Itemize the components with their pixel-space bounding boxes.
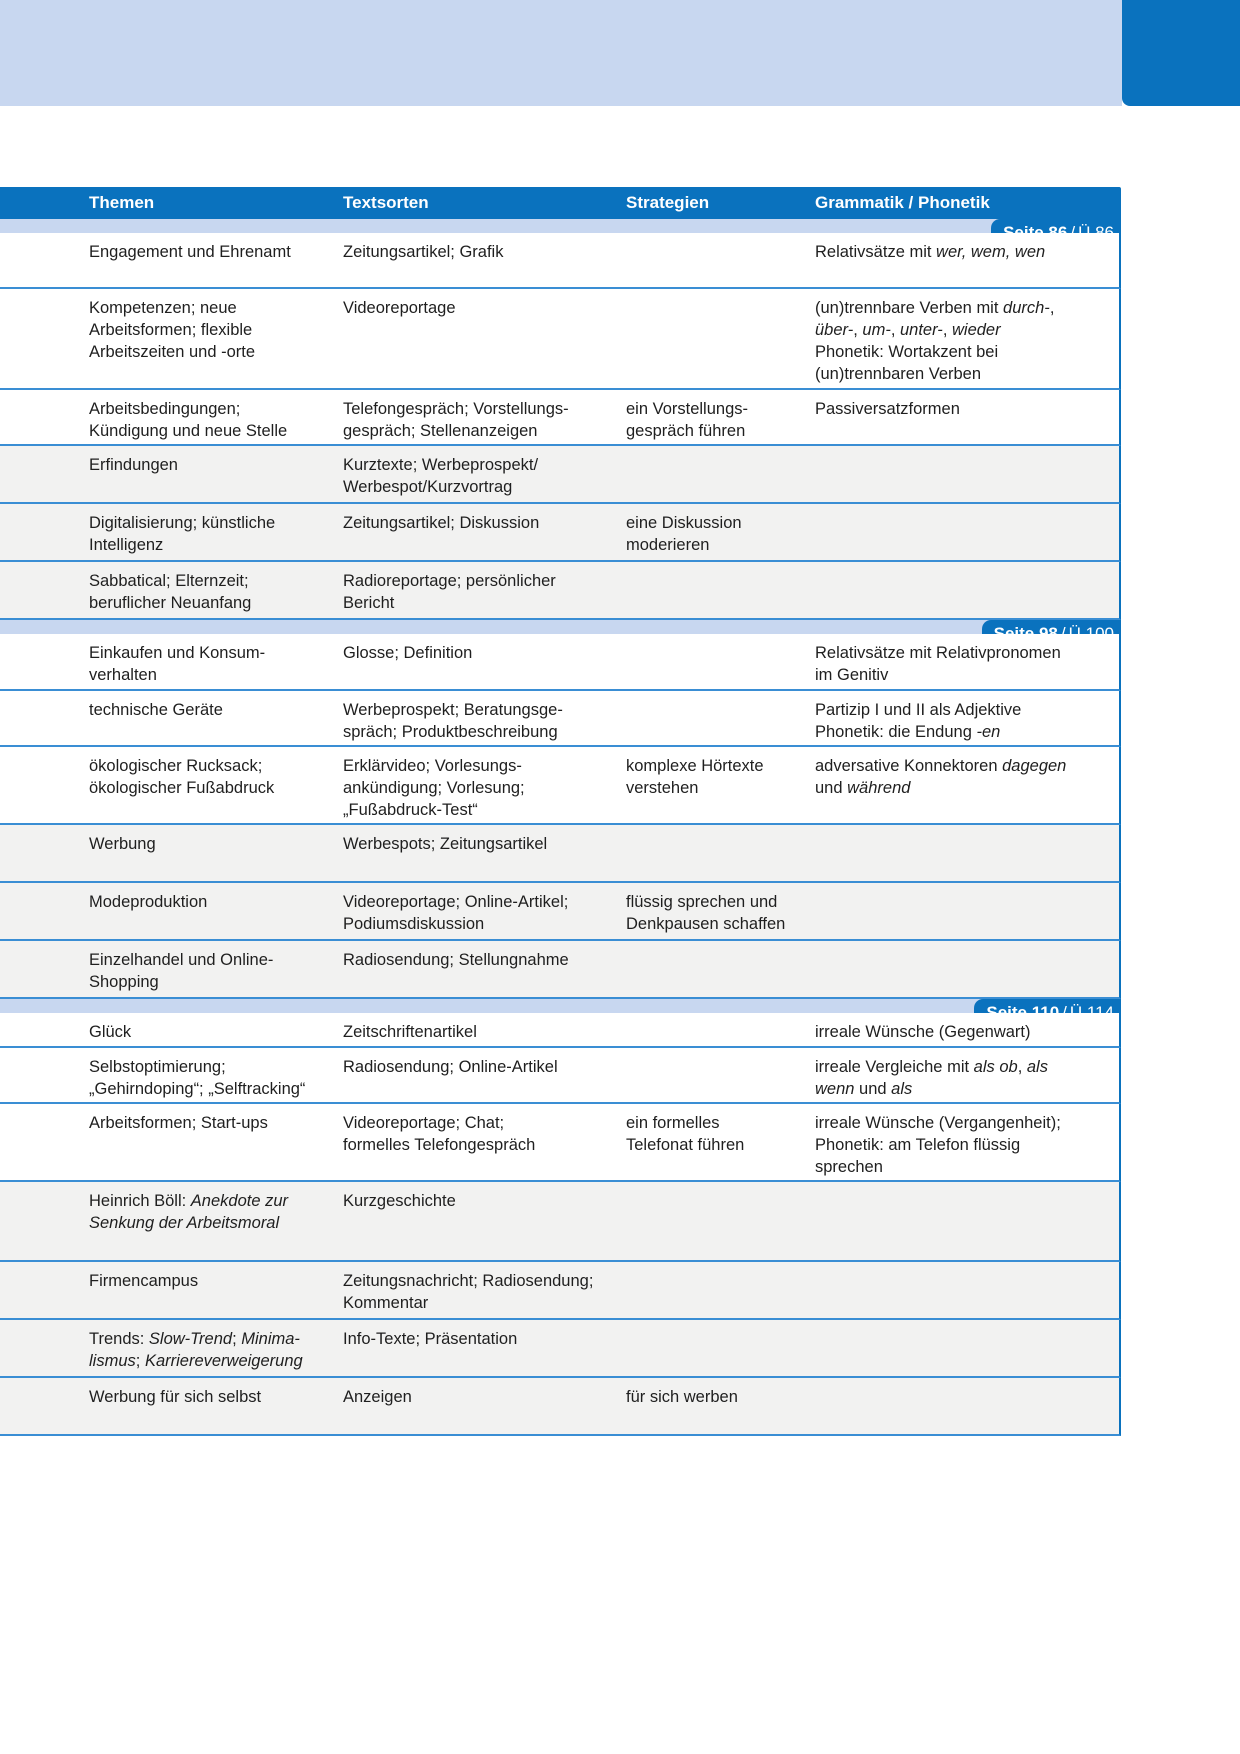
table-row — [0, 390, 1121, 446]
cell-themen: Arbeitsbedingungen; Kündigung und neue Stelle — [89, 400, 288, 440]
cell-themen: Selbstoptimierung; „Gehirndoping“; „Selftracking“ — [89, 1058, 306, 1098]
cell-grammatik: irreale Wünsche (Vergangenheit); Phonetik: am Telefon flüssig sprechen — [815, 1114, 1061, 1176]
cell-textsorten: Zeitungsartikel; Grafik — [343, 243, 504, 261]
cell-themen: Sabbatical; Elternzeit; beruflicher Neuanfang — [89, 572, 252, 612]
cell-textsorten: Anzeigen — [343, 1388, 412, 1406]
table-row — [0, 634, 1121, 691]
cell-textsorten: Telefongespräch; Vorstellungs- gespräch; Stellenanzeigen — [343, 400, 569, 440]
cell-textsorten: Videoreportage; Online-Artikel; Podiumsdiskussion — [343, 893, 569, 933]
table-row — [0, 825, 1121, 883]
cell-textsorten: Videoreportage — [343, 299, 456, 317]
cell-grammatik: irreale Vergleiche mit als ob, als wenn und als — [815, 1058, 1048, 1098]
cell-themen: Engagement und Ehrenamt — [89, 243, 291, 261]
cell-themen: Glück — [89, 1023, 132, 1041]
table-header — [0, 187, 1121, 219]
cell-themen: Arbeitsformen; Start-ups — [89, 1114, 268, 1132]
cell-themen: Werbung für sich selbst — [89, 1388, 262, 1406]
cell-textsorten: Werbeprospekt; Beratungsge- spräch; Produktbeschreibung — [343, 701, 563, 741]
cell-grammatik: Relativsätze mit wer, wem, wen — [815, 243, 1046, 261]
table-row — [0, 1320, 1121, 1378]
cell-themen: Digitalisierung; künstliche Intelligenz — [89, 514, 276, 554]
page-tab — [1122, 0, 1240, 106]
cell-themen: Einkaufen und Konsum- verhalten — [89, 644, 266, 684]
cell-strategien: ein formelles Telefonat führen — [626, 1114, 745, 1154]
table-row — [0, 1013, 1121, 1048]
cell-textsorten: Info-Texte; Präsentation — [343, 1330, 518, 1348]
cell-grammatik: Partizip I und II als Adjektive Phonetik: die Endung -en — [815, 701, 1022, 741]
header-strategien: Strategien — [626, 193, 710, 212]
table-row — [0, 562, 1121, 620]
cell-textsorten: Radiosendung; Stellungnahme — [343, 951, 569, 969]
cell-themen: technische Geräte — [89, 701, 223, 719]
table-row — [0, 289, 1121, 390]
cell-textsorten: Videoreportage; Chat; formelles Telefongespräch — [343, 1114, 536, 1154]
table-body — [0, 219, 1121, 1436]
section-band — [0, 620, 1121, 634]
cell-textsorten: Kurzgeschichte — [343, 1192, 456, 1210]
cell-themen: Einzelhandel und Online- Shopping — [89, 951, 274, 991]
content-table — [0, 187, 1121, 1436]
cell-grammatik: (un)trennbare Verben mit durch-, über-, um-, unter-, wieder Phonetik: Wortakzent bei (un)trennbaren Verben — [815, 299, 1055, 383]
cell-strategien: flüssig sprechen und Denkpausen schaffen — [626, 893, 786, 933]
cell-textsorten: Zeitungsartikel; Diskussion — [343, 514, 540, 532]
cell-themen: Kompetenzen; neue Arbeitsformen; flexible Arbeitszeiten und -orte — [89, 299, 256, 361]
cell-textsorten: Radiosendung; Online-Artikel — [343, 1058, 558, 1076]
cell-grammatik: Passiversatzformen — [815, 400, 960, 418]
table-row — [0, 1262, 1121, 1320]
cell-themen: Erfindungen — [89, 456, 178, 474]
table-row — [0, 233, 1121, 289]
cell-themen: Heinrich Böll: Anekdote zur Senkung der Arbeitsmoral — [89, 1192, 289, 1232]
cell-themen: Werbung — [89, 835, 156, 853]
table-row — [0, 1104, 1121, 1182]
cell-strategien: ein Vorstellungs- gespräch führen — [626, 400, 748, 440]
section-band — [0, 999, 1121, 1013]
cell-grammatik: Relativsätze mit Relativpronomen im Genitiv — [815, 644, 1061, 684]
cell-strategien: für sich werben — [626, 1388, 738, 1406]
cell-themen: ökologischer Rucksack; ökologischer Fußabdruck — [89, 757, 275, 797]
cell-themen: Modeproduktion — [89, 893, 208, 911]
cell-textsorten: Glosse; Definition — [343, 644, 473, 662]
cell-themen: Firmencampus — [89, 1272, 199, 1290]
header-themen: Themen — [89, 193, 155, 212]
cell-textsorten: Werbespots; Zeitungsartikel — [343, 835, 548, 853]
table-row — [0, 1048, 1121, 1104]
table-row — [0, 691, 1121, 747]
table-row — [0, 941, 1121, 999]
cell-textsorten: Erklärvideo; Vorlesungs- ankündigung; Vorlesung; „Fußabdruck-Test“ — [343, 757, 525, 819]
cell-grammatik: irreale Wünsche (Gegenwart) — [815, 1023, 1031, 1041]
table-row — [0, 446, 1121, 504]
table-row — [0, 504, 1121, 562]
header-grammatik-phonetik: Grammatik / Phonetik — [815, 193, 990, 212]
cell-grammatik: adversative Konnektoren dagegen und während — [815, 757, 1067, 797]
table-row — [0, 1182, 1121, 1262]
header-band — [0, 0, 1122, 106]
table-row — [0, 1378, 1121, 1436]
table-row — [0, 747, 1121, 825]
cell-textsorten: Zeitschriftenartikel — [343, 1023, 477, 1041]
header-textsorten: Textsorten — [343, 193, 429, 212]
section-band — [0, 219, 1121, 233]
cell-textsorten: Kurztexte; Werbeprospekt/ Werbespot/Kurzvortrag — [343, 456, 539, 496]
cell-strategien: komplexe Hörtexte verstehen — [626, 757, 764, 797]
cell-textsorten: Zeitungsnachricht; Radiosendung; Kommentar — [343, 1272, 594, 1312]
cell-textsorten: Radioreportage; persönlicher Bericht — [343, 572, 556, 612]
cell-strategien: eine Diskussion moderieren — [626, 514, 742, 554]
cell-themen: Trends: Slow-Trend; Minima- lismus; Karriereverweigerung — [89, 1330, 303, 1370]
table-row — [0, 883, 1121, 941]
